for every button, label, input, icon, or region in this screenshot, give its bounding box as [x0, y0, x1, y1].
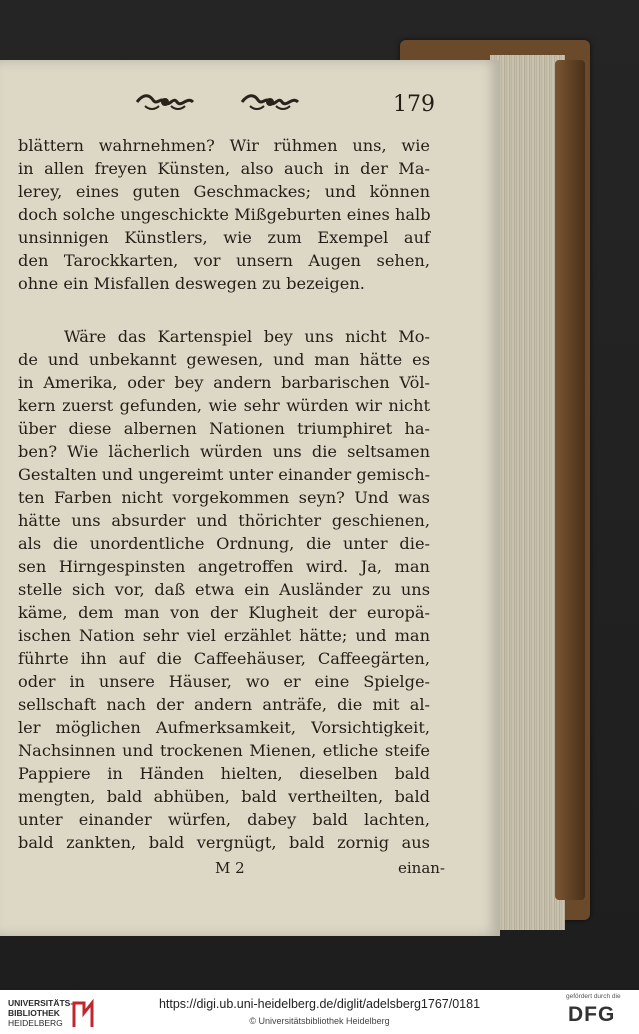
permalink-url[interactable]: https://digi.ub.uni-heidelberg.de/diglit/adelsberg1767/0181 [158, 997, 481, 1011]
text-line: blättern wahrnehmen? Wir rühmen uns, wie [18, 136, 430, 155]
text-line: in Amerika, oder bey andern barbarischen Völ- [18, 373, 430, 392]
paragraph-1 [18, 134, 430, 295]
text-line: mengten, bald abhüben, bald vertheilten, bald [18, 787, 430, 806]
catchword: einan- [397, 859, 445, 877]
text-line: ler möglichen Aufmerksamkeit, Vorsichtigkeit, [18, 718, 430, 737]
ornament-right-icon [240, 92, 300, 112]
text-line: Nachsinnen und trockenen Mienen, etliche steife [18, 741, 430, 760]
viewer-bottom-bar [0, 990, 639, 1034]
text-line: hätte uns absurder und thörichter geschienen, [18, 511, 430, 530]
page-header [0, 92, 500, 122]
text-line: als die unordentliche Ordnung, die unter die- [18, 534, 430, 553]
text-line: unsinnigen Künstlers, wie zum Exempel auf [18, 228, 430, 247]
text-line: sen Hirngespinsten angetroffen wird. Ja, man [18, 557, 430, 576]
text-line: über diese albernen Nationen triumphiret ha- [18, 419, 430, 438]
text-line: den Tarockkarten, vor unsern Augen sehen, [18, 251, 430, 270]
funder-name: DFG [568, 1003, 616, 1026]
text-line: ohne ein Misfallen deswegen zu bezeigen. [18, 274, 365, 293]
library-name: UNIVERSITÄTS- BIBLIOTHEK HEIDELBERG [8, 998, 74, 1028]
text-line: kern zuerst gefunden, wie sehr würden wir nicht [18, 396, 430, 415]
text-line: stelle sich vor, daß etwa ein Ausländer zu uns [18, 580, 430, 599]
page-number: 179 [393, 92, 435, 117]
text-line: in allen freyen Künsten, also auch in der Ma- [18, 159, 430, 178]
text-line: lerey, eines guten Geschmackes; und können [18, 182, 430, 201]
body-text [18, 134, 430, 854]
text-line: oder in unsere Häuser, wo er eine Spielge- [18, 672, 430, 691]
funding-label: gefördert durch die [566, 993, 621, 1000]
text-line: ben? Wie lächerlich würden uns die seltsamen [18, 442, 430, 461]
paragraph-2 [18, 325, 430, 854]
text-line: ten Farben nicht vorgekommen seyn? Und was [18, 488, 430, 507]
cover-edge [555, 60, 585, 900]
text-line: ischen Nation sehr viel erzählet hätte; und man [18, 626, 430, 645]
text-line: unter einander würfen, dabey bald lachten, [18, 810, 430, 829]
text-line: Wäre das Kartenspiel bey uns nicht Mo- [64, 327, 430, 346]
text-line: de und unbekannt gewesen, und man hätte es [18, 350, 430, 369]
page-edges [490, 55, 565, 930]
text-line: bald zankten, bald vergnügt, bald zornig aus [18, 833, 430, 852]
copyright-notice: © Universitätsbibliothek Heidelberg [249, 1016, 390, 1026]
text-line: käme, dem man von der Klugheit der europä- [18, 603, 430, 622]
signature-mark: M 2 [215, 859, 245, 877]
text-line: Gestalten und ungereimt unter einander gemisch- [18, 465, 431, 484]
funder-logo[interactable] [566, 993, 634, 1031]
text-line: führte ihn auf die Caffeehäuser, Caffeegärten, [18, 649, 430, 668]
page-footer [215, 859, 445, 883]
text-line: sellschaft nach der andern anträfe, die mit al- [18, 695, 430, 714]
text-line: Pappiere in Händen hielten, dieselben bald [18, 764, 430, 783]
text-line: doch solche ungeschickte Mißgeburten eines halb [18, 205, 431, 224]
ornament-left-icon [135, 92, 195, 112]
